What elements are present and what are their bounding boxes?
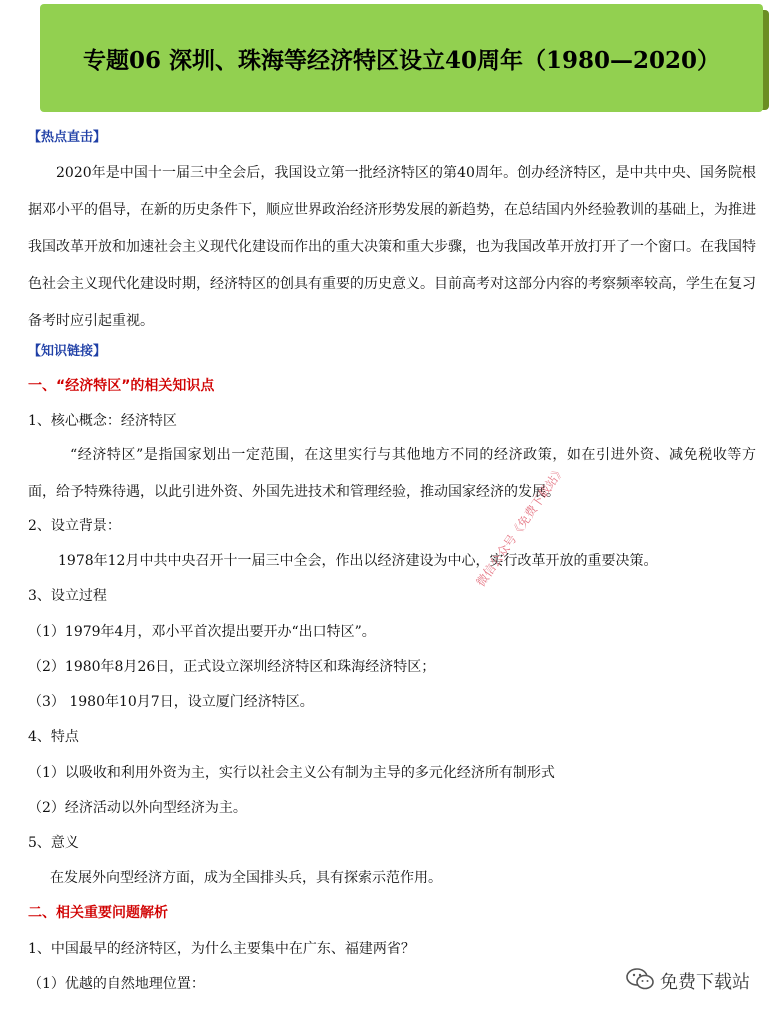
question-1-line-1: （1）优越的自然地理位置：: [28, 976, 205, 992]
item3-line-3: （3） 1980年10月7日，设立厦门经济特区。: [28, 694, 314, 710]
watermark-text: 微信公众号《免费下载站》: [473, 463, 568, 590]
intro-paragraph: 2020年是中国十一届三中全会后，我国设立第一批经济特区的第40周年。创办经济特区，是中共中央、国务院根据邓小平的倡导，在新的历史条件下，顺应世界政治经济形势发展的新趋势，在总结国内外经验教训的基础上，为推进我国改革开放和加速社会主义现代化建设而作出的重大决策和重大步骤，也为我国改革开放打开了一个窗口。在我国特色社会主义现代化建设时期，经济特区的创具有重要的历史意义。目前高考对这部分内容的考察频率较高，学生在复习备考时应引起重视。: [28, 165, 756, 329]
logo: [626, 968, 750, 994]
hot-label: 【热点直击】: [28, 130, 107, 145]
knowledge-label: 【知识链接】: [28, 344, 107, 359]
item5-text: 在发展外向型经济方面，成为全国排头兵，具有探索示范作用。: [50, 870, 442, 886]
item4-line-1: （1）以吸收和利用外资为主，实行以社会主义公有制为主导的多元化经济所有制形式: [28, 765, 555, 781]
item1-text: “经济特区”是指国家划出一定范围，在这里实行与其他地方不同的经济政策，如在引进外资、减免税收等方面，给予特殊待遇，以此引进外资、外国先进技术和管理经验，推动国家经济的发展。: [28, 447, 756, 500]
item2-text: 1978年12月中共中央召开十一届三中全会，作出以经济建设为中心，实行改革开放的重要决策。: [58, 553, 658, 569]
title-banner: [40, 4, 763, 112]
item2-heading: 2、设立背景：: [28, 518, 121, 534]
item5-heading: 5、意义: [28, 835, 79, 851]
logo-text: 免费下载站: [660, 972, 750, 993]
item4-heading: 4、特点: [28, 729, 79, 745]
item3-heading: 3、设立过程: [28, 588, 107, 604]
item3-line-1: （1）1979年4月，邓小平首次提出要开办“出口特区”。: [28, 624, 376, 640]
question-1: 1、中国最早的经济特区，为什么主要集中在广东、福建两省？: [28, 941, 415, 957]
item3-line-2: （2）1980年8月26日，正式设立深圳经济特区和珠海经济特区；: [28, 659, 436, 675]
section1-title: 一、“经济特区”的相关知识点: [28, 378, 215, 394]
item1-heading: 1、核心概念：经济特区: [28, 413, 177, 429]
section2-title: 二、相关重要问题解析: [28, 905, 168, 921]
item4-line-2: （2）经济活动以外向型经济为主。: [28, 800, 247, 816]
wechat-icon: [626, 968, 654, 994]
page-title: 专题06 深圳、珠海等经济特区设立40周年（1980—2020）: [82, 46, 721, 74]
